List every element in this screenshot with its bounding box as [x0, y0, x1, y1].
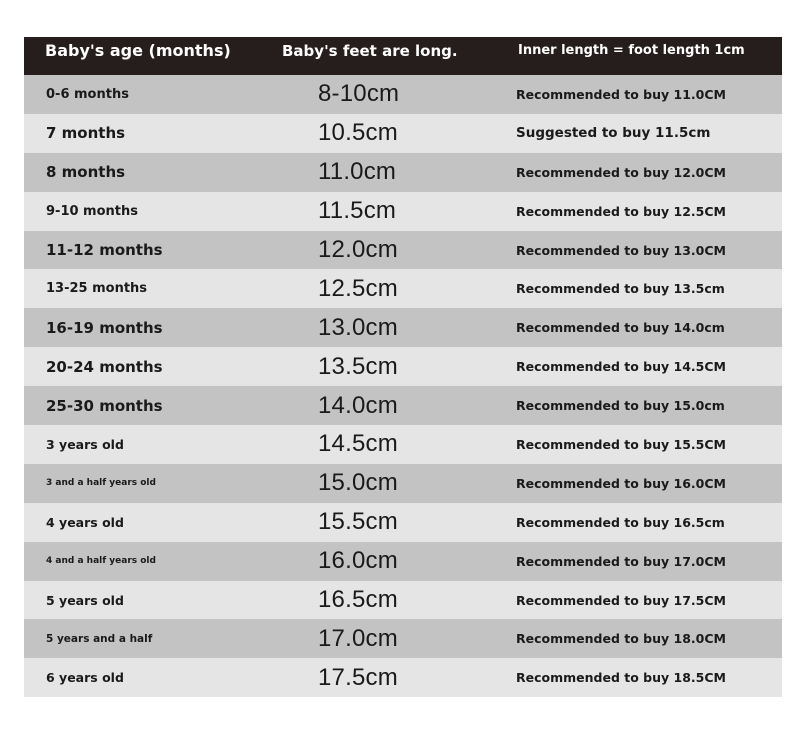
recommendation-cell: Recommended to buy 17.5CM: [516, 592, 726, 608]
recommendation-cell: Suggested to buy 11.5cm: [516, 125, 711, 142]
table-row: [24, 386, 782, 425]
recommendation-cell: Recommended to buy 17.0CM: [516, 553, 726, 569]
foot-length-cell: 15.0cm: [318, 469, 398, 497]
foot-length-cell: 16.5cm: [318, 586, 398, 614]
recommendation-cell: Recommended to buy 13.5cm: [516, 281, 725, 297]
foot-length-cell: 14.5cm: [318, 430, 398, 458]
size-chart-table: [24, 37, 782, 697]
age-cell: 3 and a half years old: [46, 478, 156, 489]
recommendation-cell: Recommended to buy 15.0cm: [516, 398, 725, 414]
age-cell: 6 years old: [46, 670, 124, 686]
foot-length-cell: 16.0cm: [318, 547, 398, 575]
table-row: [24, 192, 782, 231]
header-baby-age: Baby's age (months): [45, 41, 231, 60]
age-cell: 5 years and a half: [46, 632, 153, 645]
table-row: [24, 581, 782, 620]
recommendation-cell: Recommended to buy 12.5CM: [516, 203, 726, 219]
table-row: [24, 619, 782, 658]
table-row: [24, 75, 782, 114]
foot-length-cell: 17.5cm: [318, 663, 398, 691]
recommendation-cell: Recommended to buy 11.0CM: [516, 86, 726, 102]
foot-length-cell: 14.0cm: [318, 391, 398, 419]
header-inner-length: Inner length = foot length 1cm: [518, 43, 745, 58]
foot-length-cell: 13.0cm: [318, 313, 398, 341]
table-row: [24, 347, 782, 386]
table-row: [24, 425, 782, 464]
table-row: [24, 308, 782, 347]
table-row: [24, 114, 782, 153]
age-cell: 16-19 months: [46, 318, 163, 337]
foot-length-cell: 8-10cm: [318, 80, 400, 108]
table-row: [24, 153, 782, 192]
foot-length-cell: 15.5cm: [318, 508, 398, 536]
age-cell: 9-10 months: [46, 203, 138, 219]
foot-length-cell: 11.5cm: [318, 197, 397, 225]
foot-length-cell: 12.0cm: [318, 236, 398, 263]
age-cell: 4 years old: [46, 514, 124, 530]
table-row: [24, 269, 782, 308]
table-header-row: [24, 37, 782, 75]
foot-length-cell: 17.0cm: [318, 624, 398, 652]
recommendation-cell: Recommended to buy 12.0CM: [516, 164, 726, 180]
recommendation-cell: Recommended to buy 18.5CM: [516, 670, 726, 686]
recommendation-cell: Recommended to buy 18.0CM: [516, 631, 726, 647]
recommendation-cell: Recommended to buy 14.0cm: [516, 320, 725, 336]
table-row: [24, 231, 782, 270]
age-cell: 25-30 months: [46, 396, 163, 415]
age-cell: 4 and a half years old: [46, 556, 156, 567]
foot-length-cell: 12.5cm: [318, 274, 398, 302]
recommendation-cell: Recommended to buy 13.0CM: [516, 242, 726, 258]
foot-length-cell: 10.5cm: [318, 119, 398, 147]
recommendation-cell: Recommended to buy 16.5cm: [516, 514, 725, 530]
table-row: [24, 503, 782, 542]
foot-length-cell: 11.0cm: [318, 158, 397, 186]
recommendation-cell: Recommended to buy 15.5CM: [516, 436, 726, 452]
age-cell: 5 years old: [46, 592, 124, 608]
table-row: [24, 464, 782, 503]
foot-length-cell: 13.5cm: [318, 352, 398, 380]
age-cell: 8 months: [46, 163, 126, 182]
age-cell: 7 months: [46, 124, 126, 143]
recommendation-cell: Recommended to buy 14.5CM: [516, 359, 726, 375]
age-cell: 0-6 months: [46, 86, 129, 102]
age-cell: 13-25 months: [46, 281, 148, 297]
age-cell: 20-24 months: [46, 357, 163, 376]
table-row: [24, 542, 782, 581]
header-foot-length: Baby's feet are long.: [282, 42, 458, 60]
recommendation-cell: Recommended to buy 16.0CM: [516, 475, 726, 491]
age-cell: 11-12 months: [46, 241, 163, 259]
age-cell: 3 years old: [46, 436, 124, 452]
table-row: [24, 658, 782, 697]
